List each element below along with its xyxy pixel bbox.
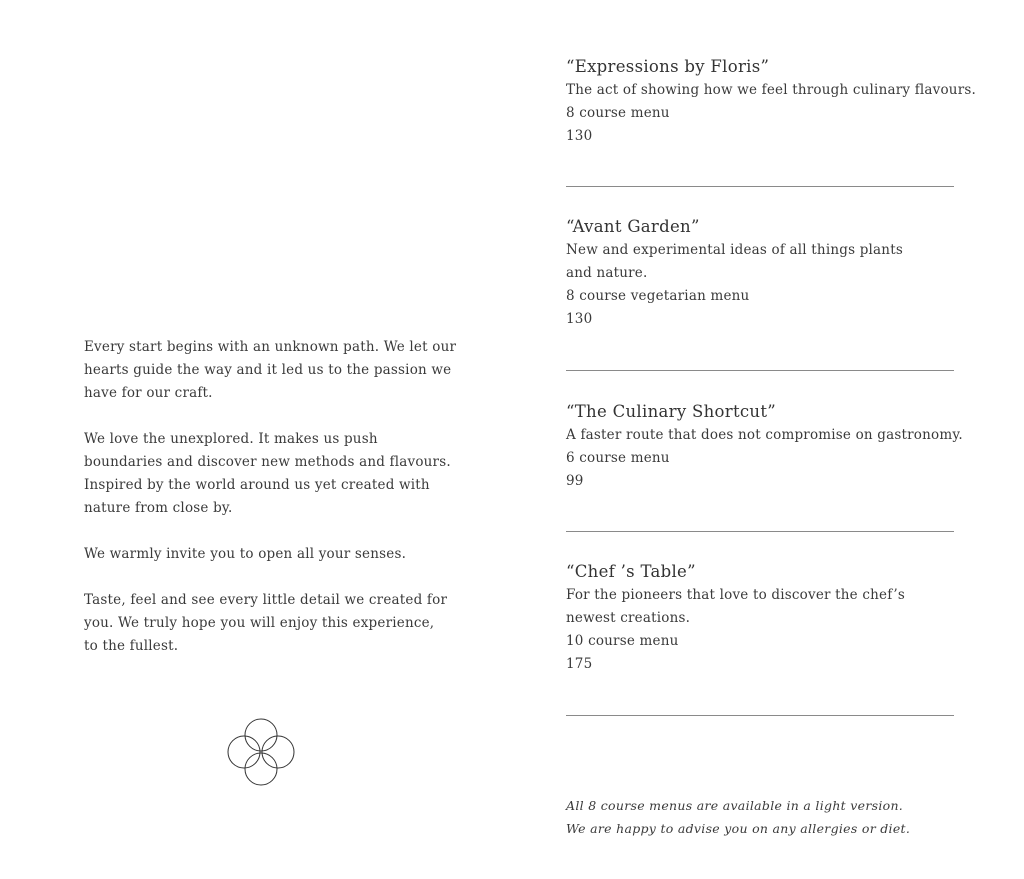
divider	[566, 186, 954, 187]
menu-title: “Avant Garden”	[566, 217, 700, 236]
menu-price: 130	[566, 311, 593, 327]
divider	[566, 715, 954, 716]
intro-paragraph	[84, 336, 457, 405]
menu-title: “The Culinary Shortcut”	[566, 402, 777, 421]
intro-paragraph	[84, 428, 454, 520]
four-circles-logo-icon	[226, 712, 296, 792]
menu-title: “Chef ’s Table”	[566, 562, 696, 581]
menu-description: newest creations.	[566, 610, 691, 626]
intro-line: hearts guide the way and it led us to the passion we	[84, 362, 452, 378]
footnote-line: We are happy to advise you on any allergies or diet.	[566, 821, 911, 836]
menu-item-chefs-table	[566, 560, 956, 676]
menu-courses: 8 course menu	[566, 105, 670, 121]
intro-line: Taste, feel and see every little detail we created for	[84, 592, 448, 608]
intro-line: boundaries and discover new methods and flavours.	[84, 454, 451, 470]
menu-courses: 6 course menu	[566, 450, 670, 466]
menu-price: 175	[566, 656, 593, 672]
menu-description: New and experimental ideas of all things plants	[566, 242, 903, 258]
intro-line: Inspired by the world around us yet created with	[84, 477, 430, 493]
intro-paragraph	[84, 589, 454, 658]
intro-line: We love the unexplored. It makes us push	[84, 431, 378, 447]
intro-line: nature from close by.	[84, 500, 233, 516]
menu-item-expressions-by-floris	[566, 55, 976, 148]
menu-description: For the pioneers that love to discover the chef’s	[566, 587, 906, 603]
menu-footnote	[566, 794, 910, 840]
divider	[566, 370, 954, 371]
intro-line: Every start begins with an unknown path. We let our	[84, 339, 457, 355]
intro-paragraph	[84, 543, 454, 566]
intro-line: you. We truly hope you will enjoy this experience,	[84, 615, 435, 631]
menu-description: The act of showing how we feel through culinary flavours.	[566, 82, 976, 98]
menu-price: 130	[566, 128, 593, 144]
menu-courses: 10 course menu	[566, 633, 679, 649]
intro-line: to the fullest.	[84, 638, 179, 654]
intro-line: We warmly invite you to open all your senses.	[84, 546, 407, 562]
menu-item-avant-garden	[566, 215, 956, 331]
menu-description: and nature.	[566, 265, 648, 281]
divider	[566, 531, 954, 532]
menu-title: “Expressions by Floris”	[566, 57, 770, 76]
intro-text	[84, 336, 457, 681]
menu-description: A faster route that does not compromise on gastronomy.	[566, 427, 963, 443]
menu-courses: 8 course vegetarian menu	[566, 288, 750, 304]
intro-line: have for our craft.	[84, 385, 213, 401]
menu-item-culinary-shortcut	[566, 400, 963, 493]
footnote-line: All 8 course menus are available in a light version.	[566, 798, 904, 813]
menu-price: 99	[566, 473, 584, 489]
